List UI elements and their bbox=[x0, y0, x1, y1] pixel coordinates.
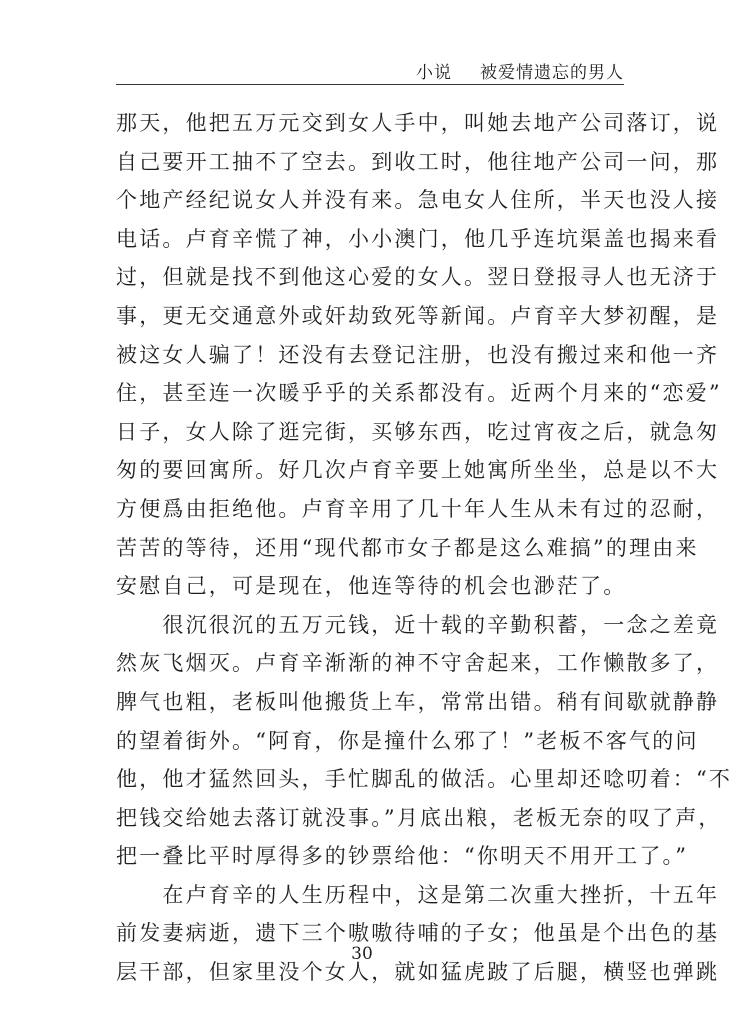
text-line: 在卢育辛的人生历程中，这是第二次重大挫折，十五年 bbox=[116, 882, 720, 907]
text-line: 方便爲由拒绝他。卢育辛用了几十年人生从未有过的忍耐， bbox=[116, 496, 720, 521]
text-line: 把钱交给她去落订就没事。”月底出粮，老板无奈的叹了声， bbox=[116, 805, 722, 830]
header-title: 被爱情遗忘的男人 bbox=[480, 63, 624, 83]
text-line: 层干部，但家里没个女人，就如猛虎跛了后腿，横竖也弹跳 bbox=[116, 960, 720, 985]
text-line: 匆的要回寓所。好几次卢育辛要上她寓所坐坐，总是以不大 bbox=[116, 458, 720, 483]
text-line: 然灰飞烟灭。卢育辛渐渐的神不守舍起来，工作懒散多了， bbox=[116, 651, 720, 676]
text-line: 很沉很沉的五万元钱，近十载的辛勤积蓄，一念之差竟 bbox=[116, 612, 720, 637]
text-line: 日子，女人除了逛完街，买够东西，吃过宵夜之后，就急匆 bbox=[116, 419, 720, 444]
text-line: 安慰自己，可是现在，他连等待的机会也渺茫了。 bbox=[116, 574, 627, 599]
text-line: 个地产经纪说女人并没有来。急电女人住所，半天也没人接 bbox=[116, 188, 720, 213]
text-line: 那天，他把五万元交到女人手中，叫她去地产公司落订，说 bbox=[116, 111, 720, 135]
running-header bbox=[116, 58, 624, 83]
text-line: 事，更无交通意外或奸劫致死等新闻。卢育辛大梦初醒，是 bbox=[116, 303, 720, 328]
text-line: 被这女人骗了！还没有去登记注册，也没有搬过来和他一齐 bbox=[116, 342, 720, 367]
text-line: 脾气也粗，老板叫他搬货上车，常常出错。稍有间歇就静静 bbox=[116, 689, 720, 714]
text-line: 把一叠比平时厚得多的钞票给他：“你明天不用开工了。” bbox=[116, 844, 689, 869]
text-line: 苦苦的等待，还用“现代都市女子都是这么难搞”的理由来 bbox=[116, 535, 699, 560]
header-rule bbox=[116, 84, 624, 85]
text-line: 前发妻病逝，遗下三个嗷嗷待哺的子女；他虽是个出色的基 bbox=[116, 921, 720, 946]
text-line: 自己要开工抽不了空去。到收工时，他往地产公司一问，那 bbox=[116, 149, 720, 174]
text-line: 的望着街外。“阿育，你是撞什么邪了！”老板不客气的问 bbox=[116, 728, 699, 753]
text-line: 住，甚至连一次暖乎乎的关系都没有。近两个月来的“恋爱” bbox=[116, 381, 722, 406]
body-text bbox=[116, 104, 732, 992]
page-number: 30 bbox=[351, 944, 373, 964]
text-line: 过，但就是找不到他这心爱的女人。翌日登报寻人也无济于 bbox=[116, 265, 720, 290]
text-line: 他，他才猛然回头，手忙脚乱的做活。心里却还唸叨着：“不 bbox=[116, 767, 732, 792]
text-line: 电话。卢育辛慌了神，小小澳门，他几乎连坑渠盖也揭来看 bbox=[116, 226, 720, 251]
header-section: 小说 bbox=[416, 63, 452, 83]
